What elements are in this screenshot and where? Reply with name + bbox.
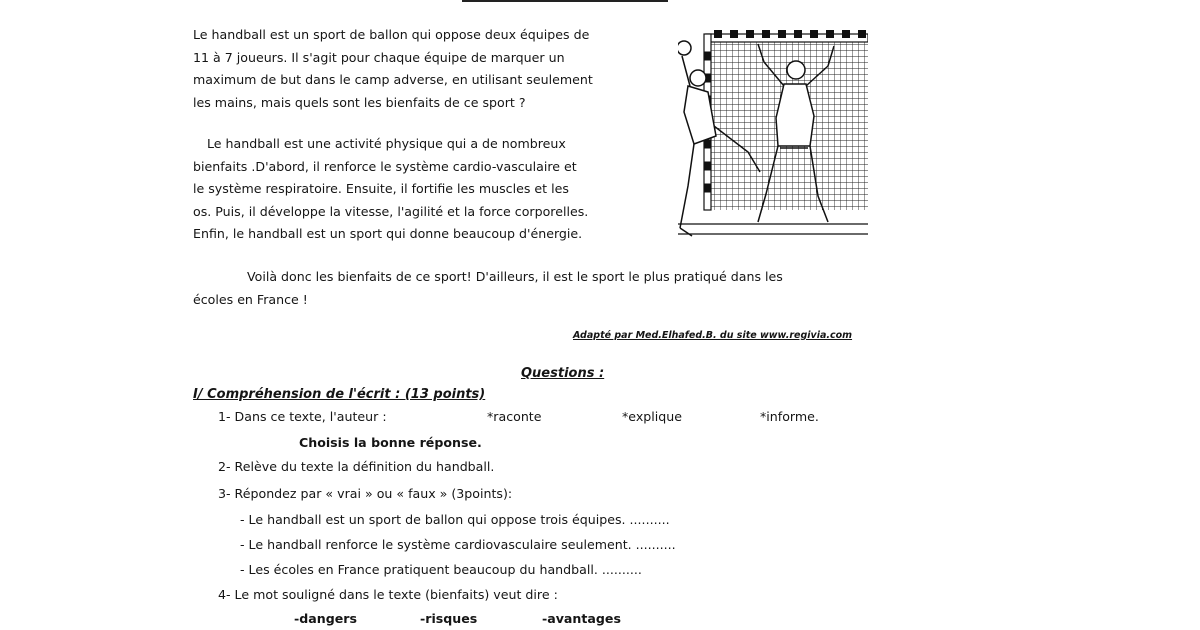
q1-instruction: Choisis la bonne réponse.	[299, 435, 482, 450]
questions-heading: Questions :	[521, 366, 605, 381]
text-line: 11 à 7 joueurs. Il s'agit pour chaque équipe de marquer un	[193, 49, 565, 65]
text-line: les mains, mais quels sont les bienfaits de ce sport ?	[193, 94, 526, 110]
text-line: Enfin, le handball est un sport qui donne beaucoup d'énergie.	[193, 226, 583, 241]
q1-option-informe: *informe.	[760, 409, 819, 424]
q4-option-risques: -risques	[420, 611, 478, 626]
q3-statement: - Le handball est un sport de ballon qui oppose trois équipes. ..........	[240, 512, 670, 527]
source-credit: Adapté par Med.Elhafed.B. du site www.regivia.com	[573, 330, 853, 341]
q4-option-dangers: -dangers	[294, 611, 357, 626]
text-line: Voilà donc les bienfaits de ce sport! D'ailleurs, il est le sport le plus pratiqué dans les	[247, 269, 783, 284]
question-2: 2- Relève du texte la définition du handball.	[218, 459, 495, 474]
title-underline	[462, 0, 668, 2]
handball-players-illustration-icon	[678, 26, 868, 250]
question-4: 4- Le mot souligné dans le texte (bienfaits) veut dire :	[218, 587, 558, 602]
text-line: le système respiratoire. Ensuite, il fortifie les muscles et les	[193, 181, 569, 196]
text-line: Le handball est une activité physique qui a de nombreux	[207, 136, 566, 151]
text-line: Le handball est un sport de ballon qui oppose deux équipes de	[193, 27, 590, 42]
floor-lines	[678, 224, 868, 234]
q4-option-avantages: -avantages	[542, 611, 621, 626]
text-line: maximum de but dans le camp adverse, en utilisant seulement	[193, 72, 593, 87]
q1-option-raconte: *raconte	[487, 409, 542, 424]
comprehension-heading: I/ Compréhension de l'écrit : (13 points)	[193, 387, 486, 402]
text-line: os. Puis, il développe la vitesse, l'agilité et la force corporelles.	[193, 203, 589, 219]
text-line: écoles en France !	[193, 291, 308, 307]
q1-option-explique: *explique	[622, 409, 682, 424]
q3-statement: - Le handball renforce le système cardiovasculaire seulement. ..........	[240, 537, 676, 552]
question-1: 1- Dans ce texte, l'auteur :	[218, 409, 387, 424]
text-line: bienfaits .D'abord, il renforce le système cardio-vasculaire et	[193, 158, 577, 174]
question-3: 3- Répondez par « vrai » ou « faux » (3points):	[218, 486, 513, 501]
q3-statement: - Les écoles en France pratiquent beaucoup du handball. ..........	[240, 562, 642, 577]
paragraph-intro	[193, 24, 593, 114]
paragraph-benefits	[193, 133, 588, 246]
paragraph-conclusion	[193, 266, 783, 311]
